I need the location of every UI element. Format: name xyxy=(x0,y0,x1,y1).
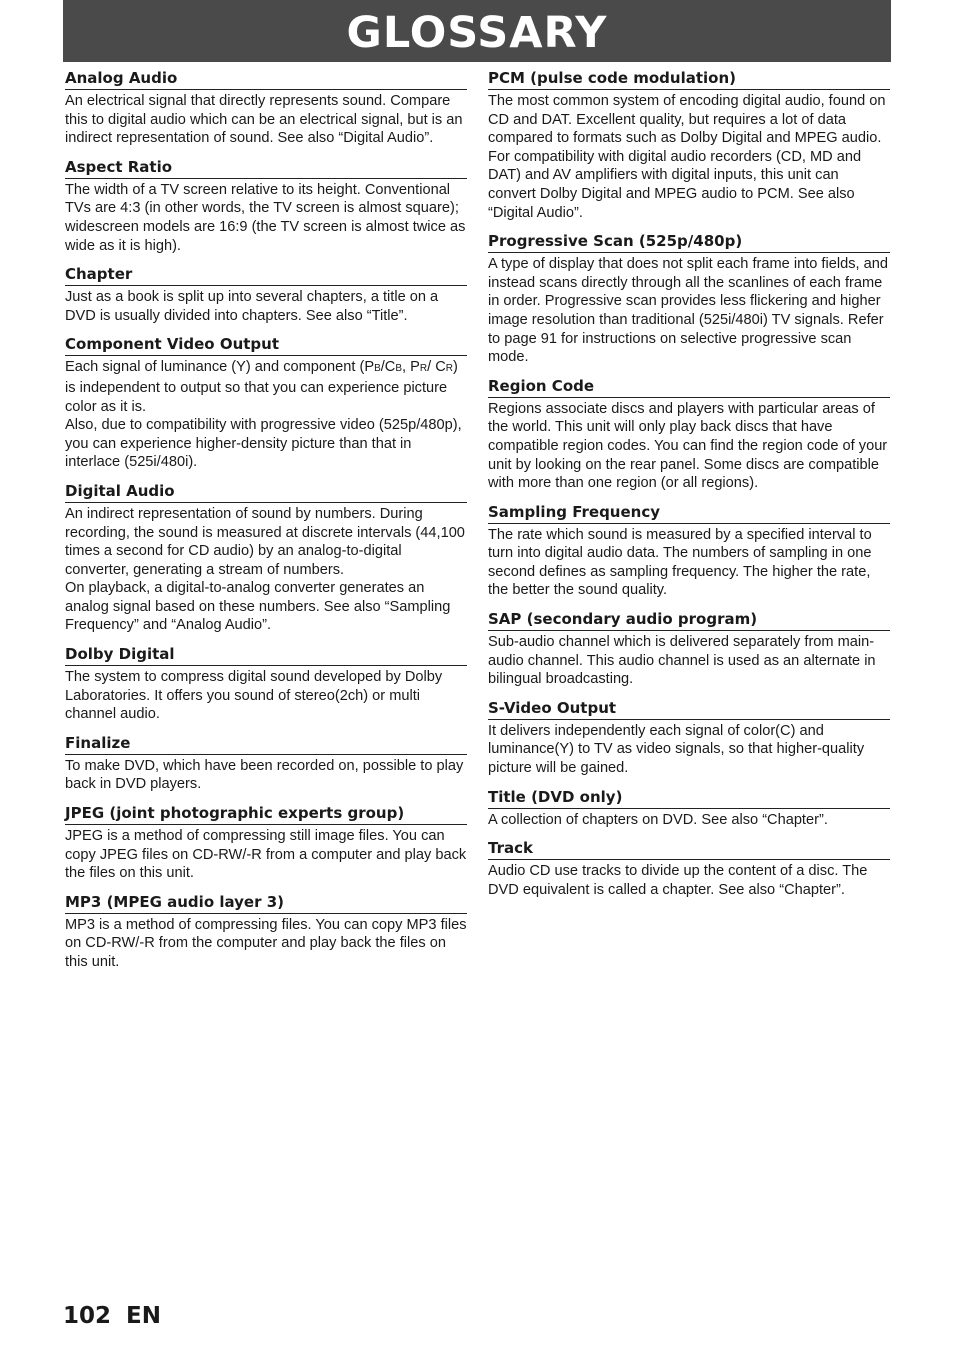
glossary-entry xyxy=(488,838,890,899)
glossary-term: Region Code xyxy=(488,376,890,398)
glossary-term: JPEG (joint photographic experts group) xyxy=(65,803,467,825)
glossary-entry xyxy=(65,334,467,472)
glossary-entry xyxy=(488,787,890,830)
glossary-term: SAP (secondary audio program) xyxy=(488,609,890,631)
glossary-term: Analog Audio xyxy=(65,68,467,90)
title-banner xyxy=(63,0,891,62)
glossary-definition: An indirect representation of sound by numbers. During recording, the sound is measured at discrete intervals (44,100 times a second for CD audio) by an analog-to-digital converter, generating a stream of numbers. On playback, a digital-to-analog converter generates an analog signal based on these numbers. See also “Sampling Frequency” and “Analog Audio”. xyxy=(65,505,465,634)
right-column xyxy=(488,68,890,908)
glossary-definition: To make DVD, which have been recorded on, possible to play back in DVD players. xyxy=(65,757,464,793)
page-number: 102 xyxy=(63,1303,112,1329)
glossary-definition: It delivers independently each signal of color(C) and luminance(Y) to TV as video signals, so that higher-quality picture will be gained. xyxy=(488,722,865,777)
glossary-definition: An electrical signal that directly represents sound. Compare this to digital audio which can be an electrical signal, but is an indirect representation of sound. See also “Digital Audio”. xyxy=(65,93,463,147)
glossary-entry xyxy=(65,803,467,883)
glossary-definition: The width of a TV screen relative to its height. Conventional TVs are 4:3 (in other words, the TV screen is almost square); widescreen models are 16:9 (the TV screen is almost twice as wide as it is high). xyxy=(65,181,466,254)
glossary-entry xyxy=(65,68,467,148)
glossary-term: Chapter xyxy=(65,264,467,286)
glossary-term: Component Video Output xyxy=(65,334,467,356)
glossary-definition: MP3 is a method of compressing files. You can copy MP3 files on CD-RW/-R from the computer and play back the files on this unit. xyxy=(65,916,467,970)
glossary-entry xyxy=(65,733,467,794)
glossary-definition: Each signal of luminance (Y) and component (PB/CB, PR/ CR) is independent to output so that you can experience picture color as it is. Also, due to compatibility with progressive video (525p/480p), you can experience higher-density picture than that in interlace (525i/480i). xyxy=(65,359,462,471)
glossary-definition: Sub-audio channel which is delivered separately from main-audio channel. This audio channel is used as an alternate in bilingual broadcasting. xyxy=(488,634,876,688)
glossary-entry xyxy=(65,892,467,972)
glossary-entry xyxy=(488,376,890,493)
glossary-term: Progressive Scan (525p/480p) xyxy=(488,231,890,253)
glossary-term: Finalize xyxy=(65,733,467,755)
glossary-term: Aspect Ratio xyxy=(65,157,467,179)
page-language: EN xyxy=(126,1303,161,1329)
glossary-term: S-Video Output xyxy=(488,698,890,720)
glossary-term: PCM (pulse code modulation) xyxy=(488,68,890,90)
glossary-definition: The most common system of encoding digital audio, found on CD and DAT. Excellent quality, but requires a lot of data compared to formats such as Dolby Digital and MPEG audio. For compatibility with digital audio recorders (CD, MD and DAT) and AV amplifiers with digital inputs, this unit can convert Dolby Digital and MPEG audio to PCM. See also “Digital Audio”. xyxy=(488,93,886,221)
glossary-term: MP3 (MPEG audio layer 3) xyxy=(65,892,467,914)
glossary-entry xyxy=(65,481,467,635)
glossary-entry xyxy=(65,644,467,724)
glossary-entry xyxy=(65,264,467,325)
glossary-definition: Just as a book is split up into several chapters, a title on a DVD is usually divided into chapters. See also “Title”. xyxy=(65,289,439,324)
glossary-definition: The rate which sound is measured by a specified interval to turn into digital audio data. The numbers of sampling in one second defines as sampling frequency. The higher the rate, the better the sound quality. xyxy=(488,526,872,599)
glossary-definition: JPEG is a method of compressing still image files. You can copy JPEG files on CD-RW/-R from a computer and play back the files on this unit. xyxy=(65,828,467,882)
glossary-definition: The system to compress digital sound developed by Dolby Laboratories. It offers you sound of stereo(2ch) or multi channel audio. xyxy=(65,669,443,723)
glossary-definition: Regions associate discs and players with particular areas of the world. This unit will only play back discs that have compatible region codes. You can find the region code of your unit by looking on the rear panel. Some discs are compatible with more than one region (or all regions). xyxy=(488,400,888,492)
glossary-entry xyxy=(488,231,890,367)
page-title: GLOSSARY xyxy=(346,8,608,58)
glossary-term: Dolby Digital xyxy=(65,644,467,666)
glossary-term: Digital Audio xyxy=(65,481,467,503)
glossary-definition: A type of display that does not split each frame into fields, and instead scans directly through all the scanlines of each frame in order. Progressive scan provides less flickering and higher image resolution than traditional (525i/480i) TV signals. Refer to page 91 for instructions on selective progressive scan mode. xyxy=(488,256,888,366)
glossary-entry xyxy=(488,68,890,222)
left-column xyxy=(65,68,467,981)
glossary-term: Title (DVD only) xyxy=(488,787,890,809)
glossary-definition: A collection of chapters on DVD. See also “Chapter”. xyxy=(488,811,828,828)
glossary-entry xyxy=(488,698,890,778)
glossary-entry xyxy=(488,609,890,689)
glossary-entry xyxy=(65,157,467,255)
glossary-term: Sampling Frequency xyxy=(488,502,890,524)
glossary-definition: Audio CD use tracks to divide up the content of a disc. The DVD equivalent is called a chapter. See also “Chapter”. xyxy=(488,863,868,898)
glossary-term: Track xyxy=(488,838,890,860)
glossary-entry xyxy=(488,502,890,600)
